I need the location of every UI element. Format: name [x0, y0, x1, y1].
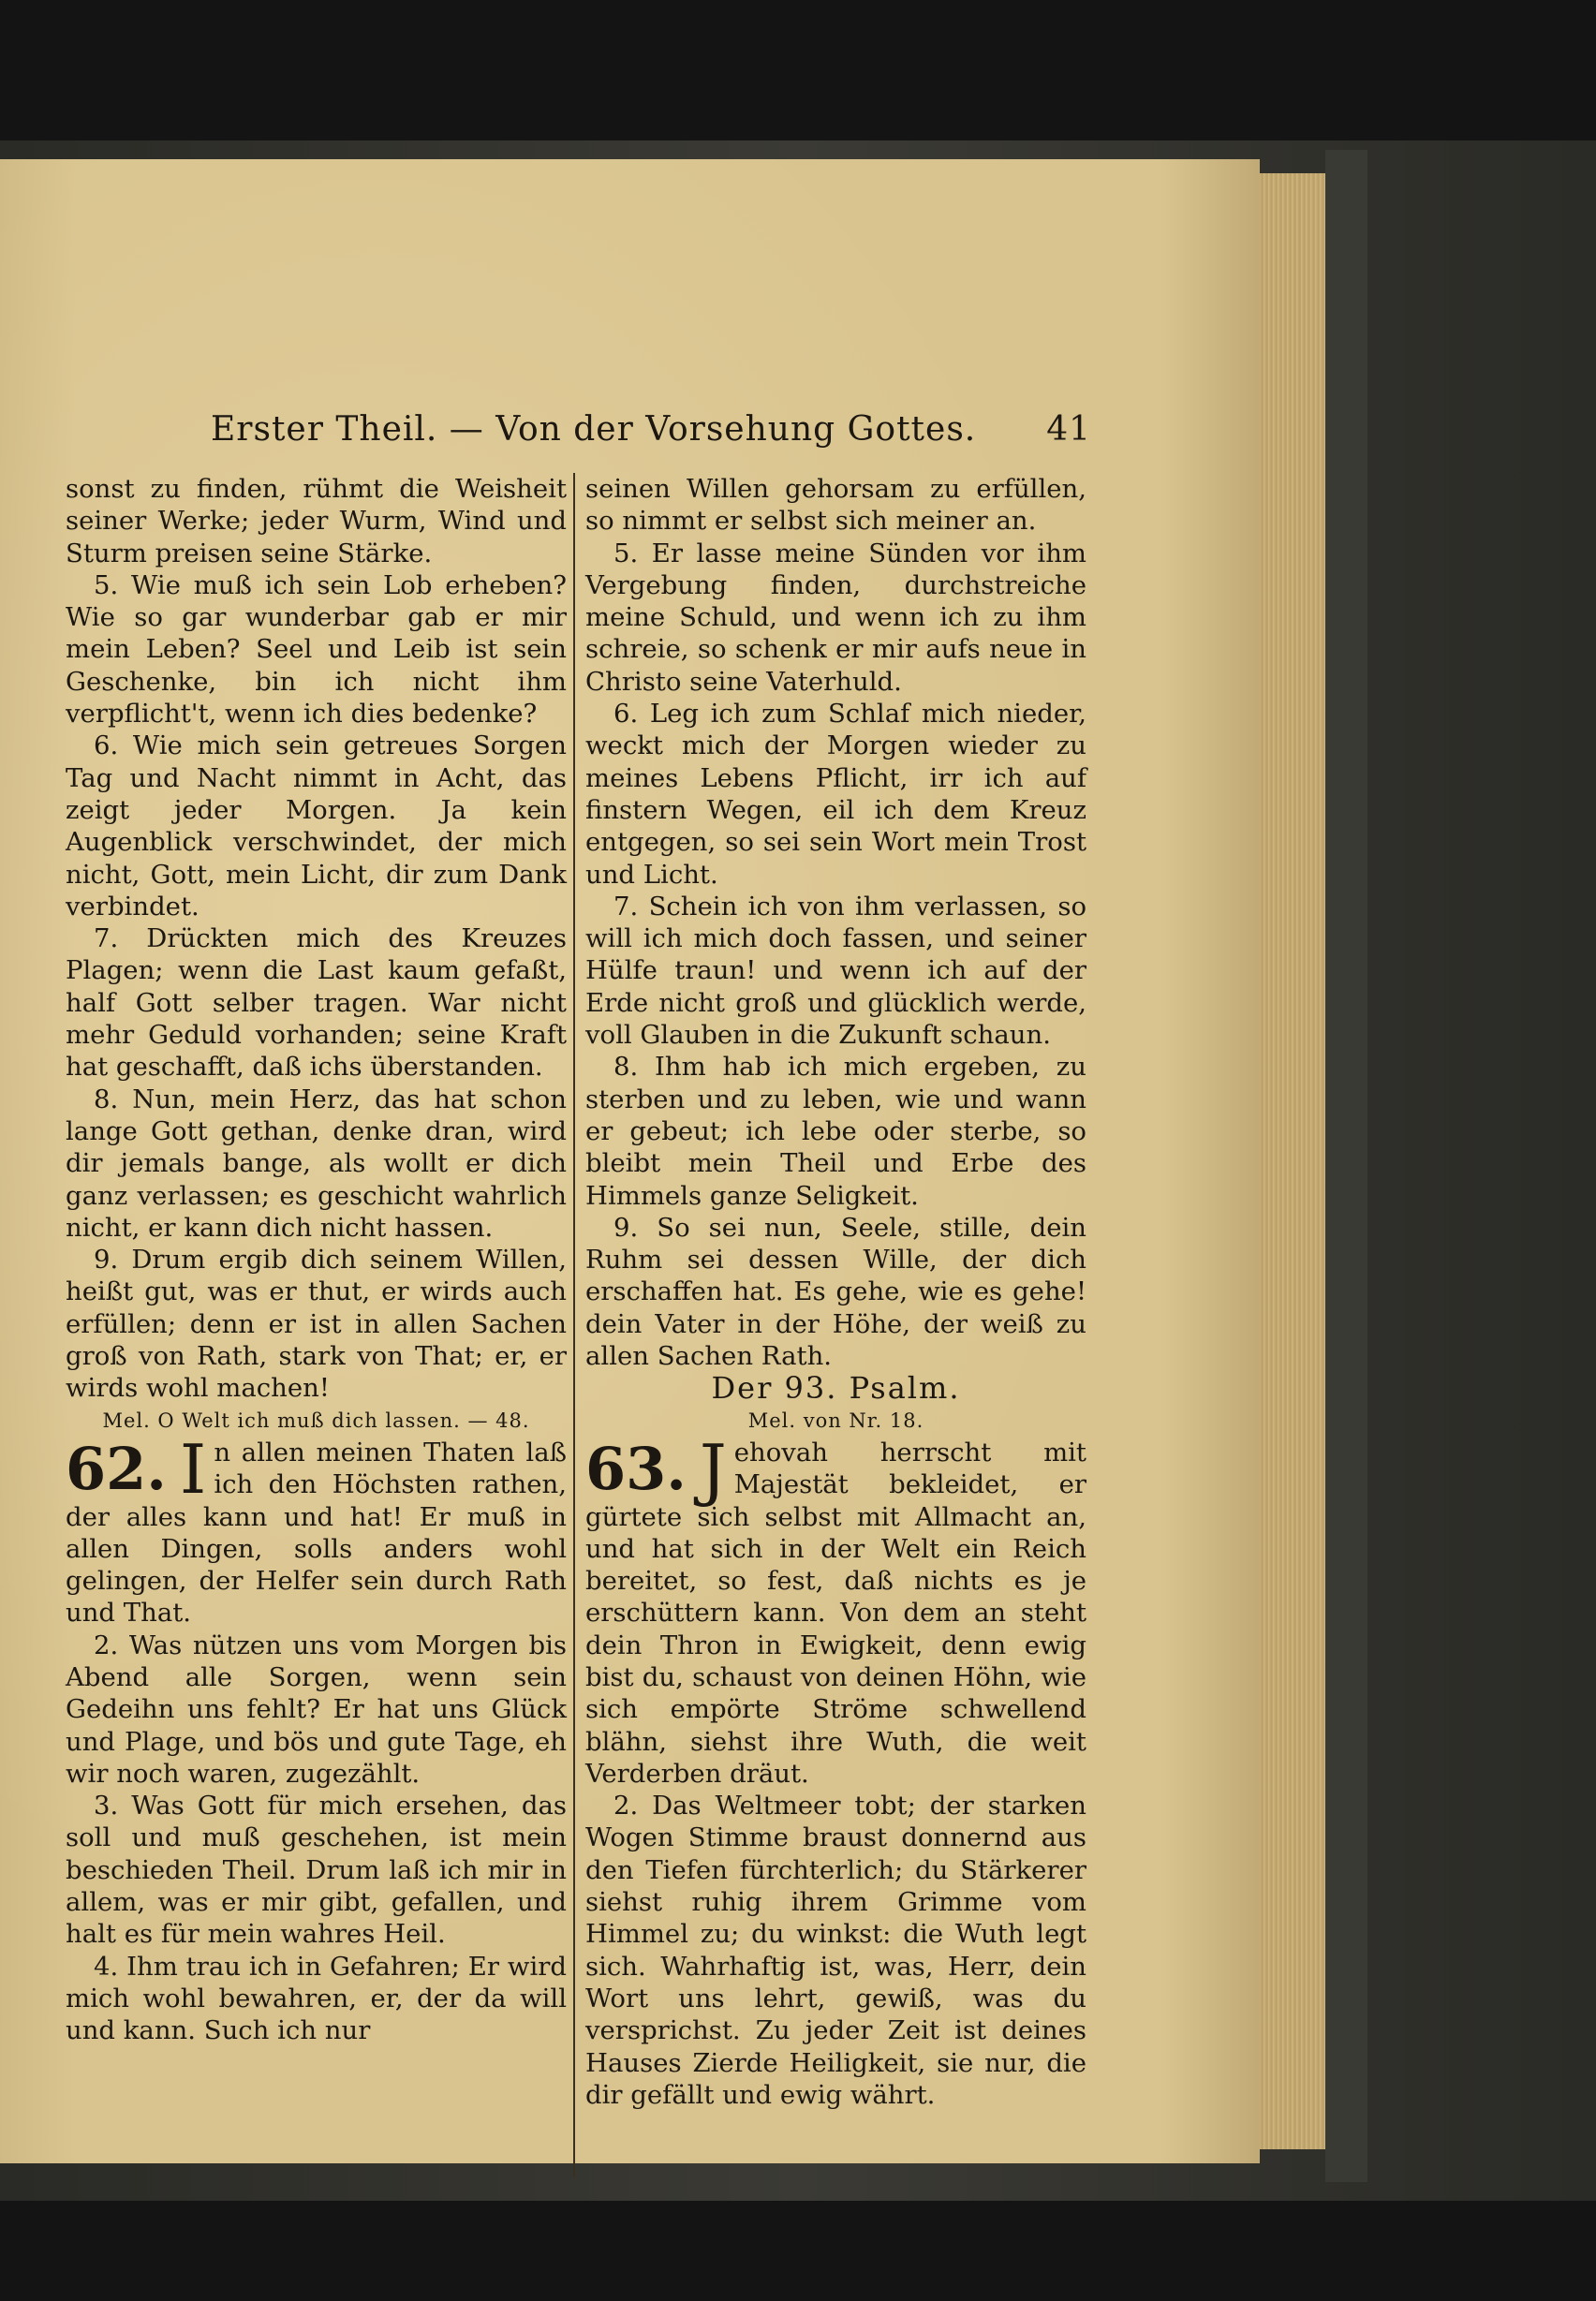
running-header [201, 410, 1091, 457]
verse: 7. Drückten mich des Kreuzes Plagen; wenn die Last kaum gefaßt, half Gott selber tragen. War nicht mehr Geduld vorhanden; seine Kraft hat geschafft, daß ichs überstanden. [66, 923, 567, 1083]
verse-continuation: seinen Willen gehorsam zu erfüllen, so nimmt er selbst sich meiner an. [585, 474, 1086, 537]
verse-continuation: sonst zu finden, rühmt die Weisheit seiner Werke; jeder Wurm, Wind und Sturm preisen seine Stärke. [66, 474, 567, 568]
hymn-number: 62. [66, 1434, 167, 1503]
verse: 7. Schein ich von ihm verlassen, so will ich mich doch fassen, und seiner Hülfe traun! und wenn ich auf der Erde nicht groß und glücklich werde, voll Glauben in die Zukunft schaun. [585, 891, 1086, 1051]
verse: 8. Nun, mein Herz, das hat schon lange Gott gethan, denke dran, wird dir jemals bange, als wollt er dich ganz verlassen; es geschicht wahrlich nicht, er kann dich nicht hassen. [66, 1084, 567, 1243]
verse: 2. Was nützen uns vom Morgen bis Abend alle Sorgen, wenn sein Gedeihn uns fehlt? Er hat uns Glück und Plage, und bös und gute Tage, eh wir noch waren, zugezählt. [66, 1630, 567, 1789]
column-divider [573, 473, 575, 2177]
book-cover-edge [1325, 150, 1367, 2182]
hymn-first-verse: n allen meinen Thaten laß ich den Höchsten rathen, der alles kann und hat! Er muß in allen Dingen, solls anders wohl gelingen, der Helfer sein durch Rath und That. [66, 1437, 567, 1629]
verse: 9. Drum ergib dich seinem Willen, heißt gut, was er thut, er wirds auch erfüllen; denn er ist in allen Sachen groß von Rath, stark von That; er, er wirds wohl machen! [66, 1245, 567, 1404]
verse: 6. Leg ich zum Schlaf mich nieder, weckt mich der Morgen wieder zu meines Lebens Pflicht, irr ich auf finstern Wegen, eil ich dem Kreuz entgegen, so sei sein Wort mein Trost und Licht. [585, 699, 1086, 890]
verse: 2. Das Weltmeer tobt; der starken Wogen Stimme braust donnernd aus den Tiefen fürchterlich; du Stärkerer siehst ruhig ihrem Grimme vom Himmel zu; du winkst: die Wuth legt sich. Wahrhaftig ist, was, Herr, dein Wort uns lehrt, gewiß, was du versprichst. Zu jeder Zeit ist deines Hauses Zierde Heiligkeit, sie nur, die dir gefällt und ewig währt. [585, 1791, 1086, 2110]
melody-line: Mel. O Welt ich muß dich lassen. — 48. [102, 1409, 530, 1432]
verse: 5. Er lasse meine Sünden vor ihm Vergebung finden, durchstreiche meine Schuld, und wenn ich zu ihm schreie, so schenk er mir aufs neue in Christo seine Vaterhuld. [585, 538, 1086, 697]
left-column [66, 473, 567, 2047]
book-page [0, 159, 1260, 2163]
hymn-number: 63. [585, 1434, 687, 1503]
psalm-title: Der 93. Psalm. [711, 1370, 961, 1407]
right-column [585, 473, 1086, 2111]
hymn-62 [66, 1429, 567, 1630]
melody-line: Mel. von Nr. 18. [747, 1409, 924, 1432]
running-title: Erster Theil. — Von der Vorsehung Gottes. [211, 410, 977, 449]
verse: 9. So sei nun, Seele, stille, dein Ruhm sei dessen Wille, der dich erschaffen hat. Es gehe, wie es gehe! dein Vater in der Höhe, der weiß zu allen Sachen Rath. [585, 1212, 1086, 1372]
drop-cap: I [179, 1429, 207, 1509]
hymn-first-verse: ehovah herrscht mit Majestät bekleidet, er gürtete sich selbst mit Allmacht an, und hat sich in der Welt ein Reich bereitet, so fest, daß nichts es je erschüttern kann. Von dem an steht dein Thron in Ewigkeit, denn ewig bist du, schaust von deinen Höhn, wie sich empörte Ströme schwellend blähn, siehst ihre Wuth, die weit Verderben dräut. [585, 1437, 1086, 1789]
verse: 3. Was Gott für mich ersehen, das soll und muß geschehen, ist mein beschieden Theil. Drum laß ich mir in allem, was er mir gibt, gefallen, und halt es für mein wahres Heil. [66, 1791, 567, 1950]
verse: 4. Ihm trau ich in Gefahren; Er wird mich wohl bewahren, er, der da will und kann. Such ich nur [66, 1951, 567, 2046]
verse: 6. Wie mich sein getreues Sorgen Tag und Nacht nimmt in Acht, das zeigt jeder Morgen. Ja kein Augenblick verschwindet, der mich nicht, Gott, mein Licht, dir zum Dank verbindet. [66, 730, 567, 922]
page-number: 41 [1046, 410, 1091, 449]
verse: 8. Ihm hab ich mich ergeben, zu sterben und zu leben, wie und wann er gebeut; ich lebe oder sterbe, so bleibt mein Theil und Erbe des Himmels ganze Seligkeit. [585, 1052, 1086, 1211]
verse: 5. Wie muß ich sein Lob erheben? Wie so gar wunderbar gab er mir mein Leben? Seel und Leib ist sein Geschenke, bin ich nicht ihm verpflicht't, wenn ich dies bedenke? [66, 569, 567, 730]
hymn-63 [585, 1429, 1086, 1790]
drop-cap: J [699, 1429, 727, 1509]
page-stack-edge [1260, 173, 1325, 2149]
